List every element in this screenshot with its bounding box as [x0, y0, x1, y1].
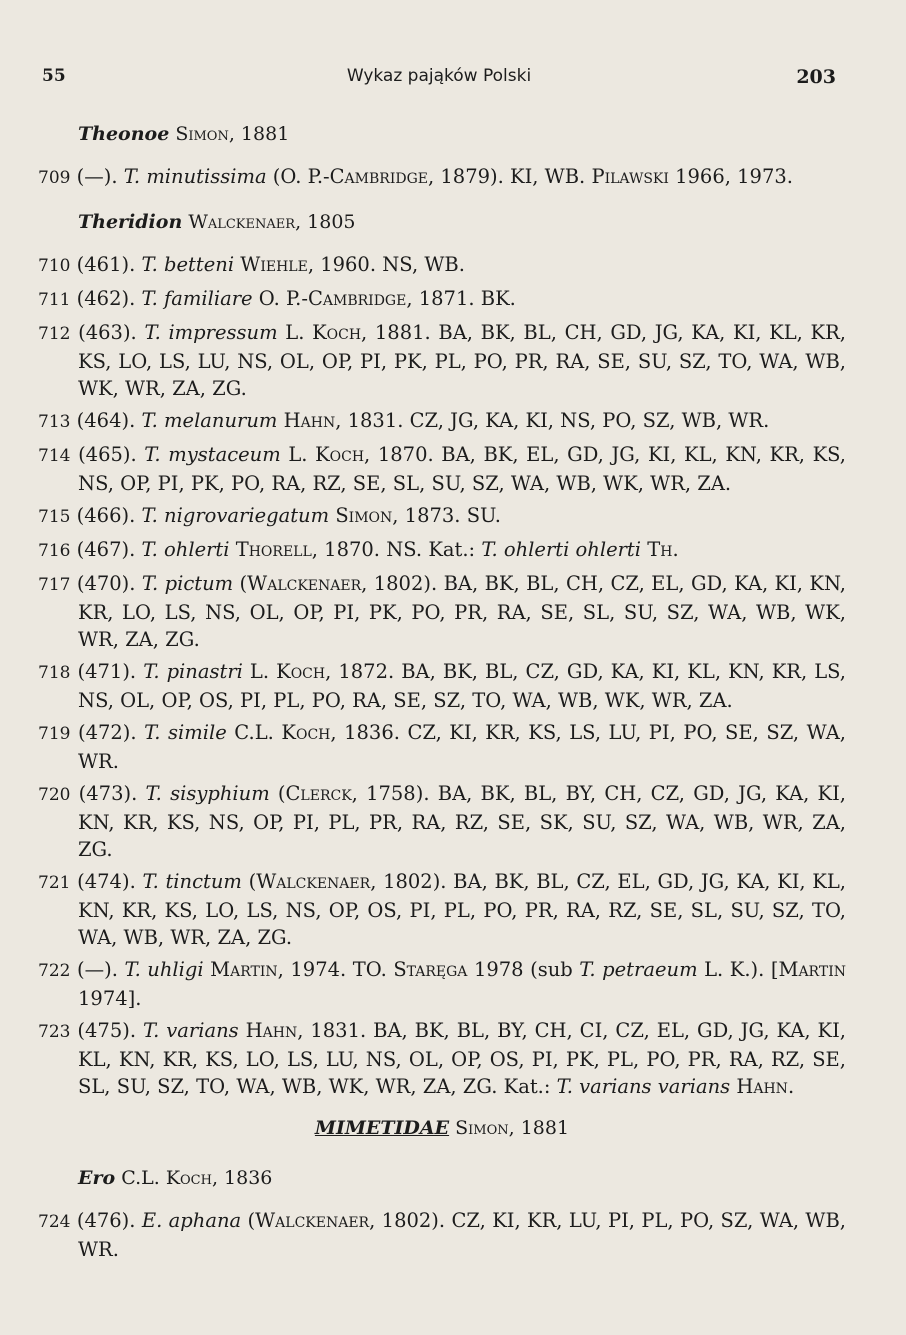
entry-text: L. K.). [	[697, 958, 779, 981]
entry-text: , 1873. SU.	[392, 504, 501, 527]
entry-ref: (—).	[76, 165, 124, 188]
species-name: T. pictum	[141, 572, 234, 595]
entry-text: , 1881. BA, BK, BL, CH, GD, JG, KA, KI, KL, KR, KS, LO, LS, LU, NS, OL, OP, PI, PK, PL, PO, PR, RA, SE, SU, SZ, TO, WA, WB, WK, WR, ZA, ZG.	[78, 321, 846, 400]
entry-number: 713	[38, 412, 71, 432]
genus-author: Walckenaer	[188, 211, 296, 233]
entry-text: (O. P.-	[266, 165, 330, 188]
species-entry	[38, 719, 846, 775]
author: Cambridge	[329, 165, 428, 188]
entry-number: 709	[38, 168, 71, 188]
author: Martin	[210, 958, 278, 981]
entry-ref: (474).	[77, 870, 143, 893]
author: Hahn	[245, 1019, 298, 1042]
entry-text: , 1879). KI, WB.	[427, 165, 592, 188]
author: Hahn	[736, 1075, 788, 1098]
species-entry	[38, 441, 846, 497]
entry-ref: (465).	[78, 443, 145, 466]
author: Thorell	[235, 538, 312, 561]
species-entry	[38, 780, 846, 863]
species-name: T. varians varians	[556, 1075, 731, 1098]
species-name: T. familiare	[141, 287, 253, 310]
genus-year: , 1881	[228, 123, 290, 145]
entry-ref: (461).	[76, 253, 142, 276]
species-entry	[38, 658, 846, 714]
author: Wiehle	[240, 253, 308, 276]
entry-ref: (476).	[76, 1209, 142, 1232]
entry-text: (	[241, 870, 257, 893]
species-entry	[38, 570, 846, 653]
entry-number: 721	[38, 873, 71, 893]
species-entry	[38, 956, 846, 1012]
entry-text: O. P.-	[252, 287, 308, 310]
species-name: T. tinctum	[142, 870, 242, 893]
author: Walckenaer	[247, 572, 362, 595]
species-name: T. ohlerti	[141, 538, 230, 561]
entry-text: , 1870. NS. Kat.:	[311, 538, 482, 561]
genus-year: , 1836	[211, 1167, 273, 1189]
family-heading	[38, 1112, 846, 1144]
species-name: T. varians	[142, 1019, 239, 1042]
species-name: T. petraeum	[579, 958, 698, 981]
entry-text: , 1802). CZ, KI, KR, LU, PI, PL, PO, SZ, WA, WB, WR.	[78, 1209, 846, 1261]
genus-author: Simon	[175, 123, 229, 145]
entry-ref: (472).	[77, 721, 145, 744]
author: Koch	[276, 660, 326, 683]
entry-number: 724	[38, 1212, 71, 1232]
species-entry	[38, 251, 846, 280]
author: Koch	[281, 721, 331, 744]
entry-text: .	[787, 1075, 795, 1098]
author: Clerck	[285, 782, 352, 805]
entry-text: , 1960. NS, WB.	[307, 253, 465, 276]
author: Martin	[778, 958, 846, 981]
genus-text: C.L.	[115, 1167, 166, 1189]
entry-ref: (463).	[78, 321, 145, 344]
species-entry	[38, 1207, 846, 1263]
author: Pilawski	[591, 165, 669, 188]
entry-text: .	[672, 538, 679, 561]
species-name: T. ohlerti ohlerti	[481, 538, 642, 561]
family-name: MIMETIDAE	[314, 1117, 450, 1139]
entry-ref: (475).	[77, 1019, 143, 1042]
author: Koch	[312, 321, 362, 344]
genus-name: Theonoe	[78, 123, 170, 145]
entry-text: 1974].	[78, 987, 142, 1010]
entry-number: 722	[38, 961, 71, 981]
family-year: , 1881	[508, 1117, 570, 1139]
entry-ref: (464).	[76, 409, 142, 432]
entry-text: , 1758). BA, BK, BL, BY, CH, CZ, GD, JG, KA, KI, KN, KR, KS, NS, OP, PI, PL, PR, RA, RZ, SE, SK, SU, SZ, WA, WB, WR, ZA, ZG.	[78, 782, 846, 861]
entry-text: C.L.	[226, 721, 282, 744]
entry-text: (	[269, 782, 286, 805]
entry-text: L.	[242, 660, 277, 683]
entry-text: 1966, 1973.	[668, 165, 793, 188]
entry-text: , 1836. CZ, KI, KR, KS, LS, LU, PI, PO, SE, SZ, WA, WR.	[78, 721, 846, 773]
species-entry	[38, 1017, 846, 1100]
entry-text: L.	[277, 321, 313, 344]
species-name: T. impressum	[144, 321, 278, 344]
author: Simon	[335, 504, 393, 527]
entry-number: 719	[38, 724, 71, 744]
species-entry	[38, 407, 846, 436]
entry-text: (	[233, 572, 248, 595]
author: Cambridge	[307, 287, 407, 310]
running-title: Wykaz pająków Polski	[346, 66, 532, 86]
entry-number: 710	[38, 256, 71, 276]
entry-number: 718	[38, 663, 71, 683]
entry-number: 714	[38, 446, 71, 466]
species-name: T. mystaceum	[144, 443, 281, 466]
entry-ref: (467).	[76, 538, 142, 561]
page-number-left: 55	[42, 66, 66, 86]
entry-number: 712	[38, 324, 71, 344]
species-name: T. uhligi	[124, 958, 204, 981]
entry-text: 1978 (sub	[467, 958, 580, 981]
entry-text: (	[241, 1209, 256, 1232]
entry-text: , 1872. BA, BK, BL, CZ, GD, KA, KI, KL, KN, KR, LS, NS, OL, OP, OS, PI, PL, PO, RA, SE, SZ, TO, WA, WB, WK, WR, ZA.	[78, 660, 847, 712]
entry-text: L.	[280, 443, 316, 466]
species-entry	[38, 163, 846, 192]
species-name: T. pinastri	[143, 660, 243, 683]
author: Koch	[315, 443, 365, 466]
entry-text: , 1802). BA, BK, BL, CZ, EL, GD, JG, KA, KI, KL, KN, KR, KS, LO, LS, NS, OP, OS, PI, PL, PO, PR, RA, RZ, SE, SL, SU, SZ, TO, WA, WB, WR, ZA, ZG.	[78, 870, 847, 949]
entry-ref: (470).	[76, 572, 142, 595]
species-entry	[38, 868, 846, 951]
species-entry	[38, 502, 846, 531]
species-name: T. minutissima	[123, 165, 267, 188]
entry-number: 717	[38, 575, 71, 595]
entry-text: , 1831. CZ, JG, KA, KI, NS, PO, SZ, WB, WR.	[335, 409, 770, 432]
author: Walckenaer	[255, 1209, 370, 1232]
species-name: T. betteni	[141, 253, 235, 276]
species-name: E. aphana	[141, 1209, 242, 1232]
entry-text: , 1870. BA, BK, EL, GD, JG, KI, KL, KN, KR, KS, NS, OP, PI, PK, PO, RA, RZ, SE, SL, SU, SZ, WA, WB, WK, WR, ZA.	[78, 443, 846, 495]
species-name: T. sisyphium	[145, 782, 270, 805]
genus-name: Ero	[78, 1167, 116, 1189]
entry-ref: (471).	[77, 660, 144, 683]
entry-number: 720	[38, 785, 71, 805]
species-name: T. nigrovariegatum	[141, 504, 330, 527]
genus-heading	[78, 1162, 846, 1194]
entry-ref: (—).	[76, 958, 125, 981]
species-name: T. simile	[144, 721, 227, 744]
species-entry	[38, 536, 846, 565]
entry-number: 716	[38, 541, 71, 561]
genus-heading	[78, 118, 846, 150]
genus-heading	[78, 206, 846, 238]
page-header	[42, 66, 836, 96]
genus-year: , 1805	[295, 211, 356, 233]
species-entry	[38, 319, 846, 402]
entry-ref: (462).	[76, 287, 142, 310]
author: Walckenaer	[256, 870, 371, 893]
entry-number: 715	[38, 507, 71, 527]
page-number-right: 203	[796, 66, 836, 88]
entry-text: , 1974. TO.	[277, 958, 394, 981]
entry-number: 723	[38, 1022, 71, 1042]
species-list	[38, 118, 846, 1268]
genus-name: Theridion	[78, 211, 183, 233]
family-author: Simon	[455, 1117, 509, 1139]
species-entry	[38, 285, 846, 314]
entry-text: , 1802). BA, BK, BL, CH, CZ, EL, GD, KA, KI, KN, KR, LO, LS, NS, OL, OP, PI, PK, PO, PR, RA, SE, SL, SU, SZ, WA, WB, WK, WR, ZA, ZG.	[78, 572, 846, 651]
species-name: T. melanurum	[141, 409, 278, 432]
author: Staręga	[393, 958, 468, 981]
entry-ref: (473).	[78, 782, 146, 805]
entry-text: , 1871. BK.	[406, 287, 516, 310]
entry-ref: (466).	[76, 504, 142, 527]
author: Th	[647, 538, 673, 561]
entry-number: 711	[38, 290, 71, 310]
entry-text: , 1831. BA, BK, BL, BY, CH, CI, CZ, EL, GD, JG, KA, KI, KL, KN, KR, KS, LO, LS, LU, NS, OL, OP, OS, PI, PK, PL, PO, PR, RA, RZ, SE, SL, SU, SZ, TO, WA, WB, WK, WR, ZA, ZG. Kat.:	[78, 1019, 846, 1098]
author: Hahn	[283, 409, 336, 432]
genus-author: Koch	[165, 1167, 212, 1189]
